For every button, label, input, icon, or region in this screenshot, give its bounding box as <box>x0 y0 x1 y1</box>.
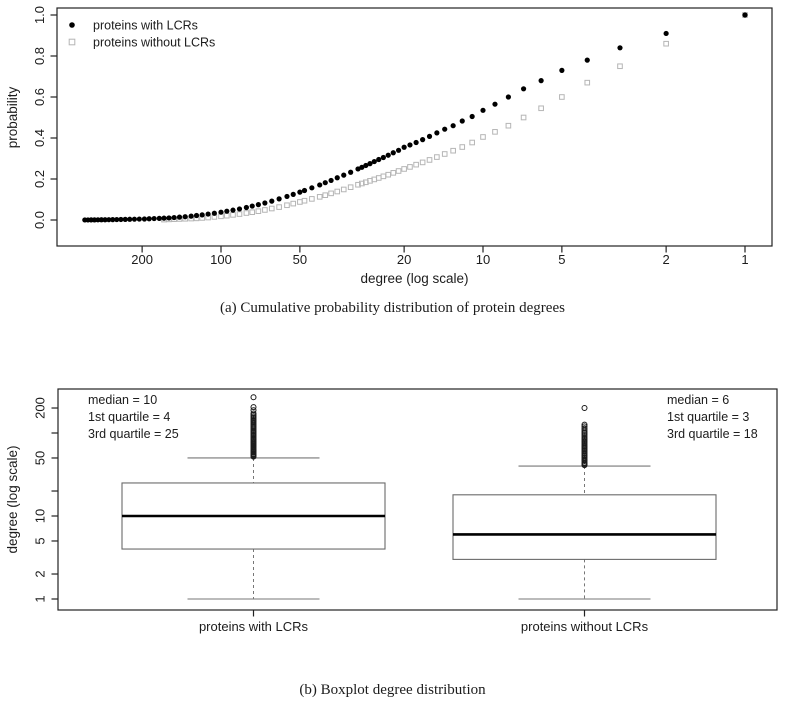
stats-annotation-line: 3rd quartile = 18 <box>667 427 758 441</box>
data-point-square <box>386 172 391 177</box>
data-point-circle <box>480 108 485 113</box>
data-point-circle <box>328 178 333 183</box>
data-point-circle <box>177 215 182 220</box>
data-point-square <box>391 171 396 176</box>
data-point-circle <box>200 212 205 217</box>
data-point-square <box>560 95 565 100</box>
data-point-square <box>442 152 447 157</box>
legend-open-square-icon <box>69 39 75 45</box>
degree-boxplot <box>0 350 785 655</box>
data-point-square <box>506 123 511 128</box>
data-point-square <box>539 106 544 111</box>
data-point-square <box>263 208 268 213</box>
data-point-circle <box>742 12 747 17</box>
data-point-circle <box>309 185 314 190</box>
data-point-circle <box>277 196 282 201</box>
data-point-circle <box>317 182 322 187</box>
data-point-circle <box>391 150 396 155</box>
data-point-circle <box>492 102 497 107</box>
data-point-circle <box>396 148 401 153</box>
data-point-square <box>470 140 475 145</box>
x-tick-label: 2 <box>662 252 670 267</box>
y-tick-label: 1.0 <box>32 5 47 25</box>
cumulative-distribution-plot <box>0 0 785 295</box>
y-tick-label: 0.0 <box>32 210 47 230</box>
data-point-circle <box>355 166 360 171</box>
data-point-square <box>231 213 236 218</box>
y-tick-label: 50 <box>32 450 48 466</box>
legend <box>69 19 215 50</box>
data-point-circle <box>250 203 255 208</box>
data-point-circle <box>152 216 157 221</box>
data-point-square <box>481 135 486 140</box>
data-point-square <box>664 41 669 46</box>
data-point-square <box>381 174 386 179</box>
data-point-circle <box>172 215 177 220</box>
x-tick-label: 20 <box>396 252 412 267</box>
data-point-square <box>269 206 274 211</box>
stats-annotation-line: median = 10 <box>88 393 158 407</box>
legend-filled-circle-icon <box>69 22 75 28</box>
data-point-square <box>291 201 296 206</box>
data-point-circle <box>127 217 132 222</box>
data-point-square <box>493 130 498 135</box>
y-tick-label: 2 <box>32 570 48 578</box>
data-point-circle <box>147 216 152 221</box>
data-point-circle <box>237 206 242 211</box>
data-point-circle <box>376 157 381 162</box>
data-point-circle <box>335 175 340 180</box>
data-point-circle <box>244 205 249 210</box>
data-point-circle <box>386 153 391 158</box>
y-axis-title: probability <box>5 86 20 149</box>
data-point-square <box>256 209 261 214</box>
data-point-square <box>237 212 242 217</box>
data-point-square <box>451 148 456 153</box>
data-point-circle <box>348 170 353 175</box>
data-point-circle <box>381 155 386 160</box>
y-tick-label: 10 <box>32 508 48 524</box>
data-point-circle <box>442 127 447 132</box>
data-point-circle <box>585 58 590 63</box>
data-point-circle <box>664 31 669 36</box>
data-point-circle <box>559 68 564 73</box>
y-tick-label: 1 <box>32 595 48 603</box>
data-point-circle <box>460 118 465 123</box>
data-point-square <box>427 158 432 163</box>
data-point-circle <box>302 188 307 193</box>
data-point-square <box>310 197 315 202</box>
data-point-circle <box>132 217 137 222</box>
x-tick-label: 1 <box>741 252 749 267</box>
data-point-circle <box>224 209 229 214</box>
data-point-circle <box>506 94 511 99</box>
data-point-square <box>585 80 590 85</box>
data-point-circle <box>142 216 147 221</box>
legend-label-without-lcrs: proteins without LCRs <box>93 35 216 50</box>
outlier-point <box>582 406 587 411</box>
data-point-circle <box>212 211 217 216</box>
data-point-circle <box>82 217 87 222</box>
data-point-circle <box>194 213 199 218</box>
data-point-square <box>335 189 340 194</box>
data-point-square <box>376 176 381 181</box>
y-tick-label: 200 <box>32 397 48 419</box>
data-point-circle <box>166 215 171 220</box>
data-point-square <box>250 210 255 215</box>
data-point-square <box>420 160 425 165</box>
boxplot-with-lcrs <box>122 395 385 599</box>
data-point-circle <box>291 192 296 197</box>
data-point-square <box>244 211 249 216</box>
data-point-square <box>435 155 440 160</box>
caption-a: (a) Cumulative probability distribution of protein degrees <box>220 300 565 316</box>
data-point-square <box>396 169 401 174</box>
outlier-point <box>251 395 256 400</box>
data-point-square <box>302 198 307 203</box>
y-axis-title: degree (log scale) <box>5 445 20 554</box>
data-point-square <box>618 64 623 69</box>
data-point-circle <box>183 214 188 219</box>
data-point-circle <box>230 208 235 213</box>
x-tick-label: 10 <box>475 252 491 267</box>
data-point-circle <box>218 210 223 215</box>
y-tick-label: 0.6 <box>32 87 47 107</box>
x-tick-label: 50 <box>292 252 308 267</box>
iqr-box <box>453 495 716 560</box>
data-point-circle <box>414 140 419 145</box>
data-point-square <box>329 191 334 196</box>
data-point-circle <box>470 114 475 119</box>
data-point-circle <box>539 78 544 83</box>
y-tick-label: 0.2 <box>32 169 47 189</box>
data-point-square <box>521 115 526 120</box>
data-point-circle <box>297 190 302 195</box>
data-point-circle <box>451 123 456 128</box>
y-tick-label: 0.8 <box>32 46 47 66</box>
data-point-square <box>277 205 282 210</box>
x-tick-label: 200 <box>131 252 153 267</box>
y-tick-label: 5 <box>32 537 48 545</box>
data-point-circle <box>284 194 289 199</box>
data-point-circle <box>341 173 346 178</box>
data-point-square <box>414 162 419 167</box>
x-axis-title: degree (log scale) <box>360 271 469 286</box>
data-point-circle <box>427 134 432 139</box>
data-point-circle <box>617 45 622 50</box>
data-point-square <box>402 167 407 172</box>
x-tick-label: 100 <box>210 252 232 267</box>
category-label: proteins without LCRs <box>520 619 649 634</box>
y-tick-label: 0.4 <box>32 128 47 148</box>
data-point-square <box>460 145 465 150</box>
data-point-circle <box>521 86 526 91</box>
data-point-circle <box>402 145 407 150</box>
data-point-circle <box>407 142 412 147</box>
data-point-circle <box>434 130 439 135</box>
data-point-square <box>408 165 413 170</box>
data-point-square <box>341 187 346 192</box>
caption-b: (b) Boxplot degree distribution <box>299 682 486 698</box>
data-point-square <box>285 203 290 208</box>
stats-annotation-line: median = 6 <box>667 393 730 407</box>
legend-label-with-lcrs: proteins with LCRs <box>93 18 198 33</box>
data-point-square <box>298 200 303 205</box>
data-point-square <box>225 213 230 218</box>
data-point-square <box>317 195 322 200</box>
data-point-square <box>323 193 328 198</box>
data-point-circle <box>137 216 142 221</box>
data-point-square <box>348 185 353 190</box>
data-point-circle <box>323 180 328 185</box>
data-point-circle <box>256 202 261 207</box>
stats-annotation-line: 3rd quartile = 25 <box>88 427 179 441</box>
stats-annotation-line: 1st quartile = 3 <box>667 410 750 424</box>
data-point-circle <box>157 216 162 221</box>
data-point-circle <box>189 214 194 219</box>
data-point-circle <box>206 211 211 216</box>
category-label: proteins with LCRs <box>198 619 309 634</box>
data-point-circle <box>262 200 267 205</box>
series-proteins-without-lcrs <box>162 13 748 222</box>
data-point-circle <box>420 137 425 142</box>
stats-annotation-line: 1st quartile = 4 <box>88 410 171 424</box>
data-point-circle <box>269 199 274 204</box>
x-tick-label: 5 <box>558 252 566 267</box>
data-point-circle <box>161 216 166 221</box>
